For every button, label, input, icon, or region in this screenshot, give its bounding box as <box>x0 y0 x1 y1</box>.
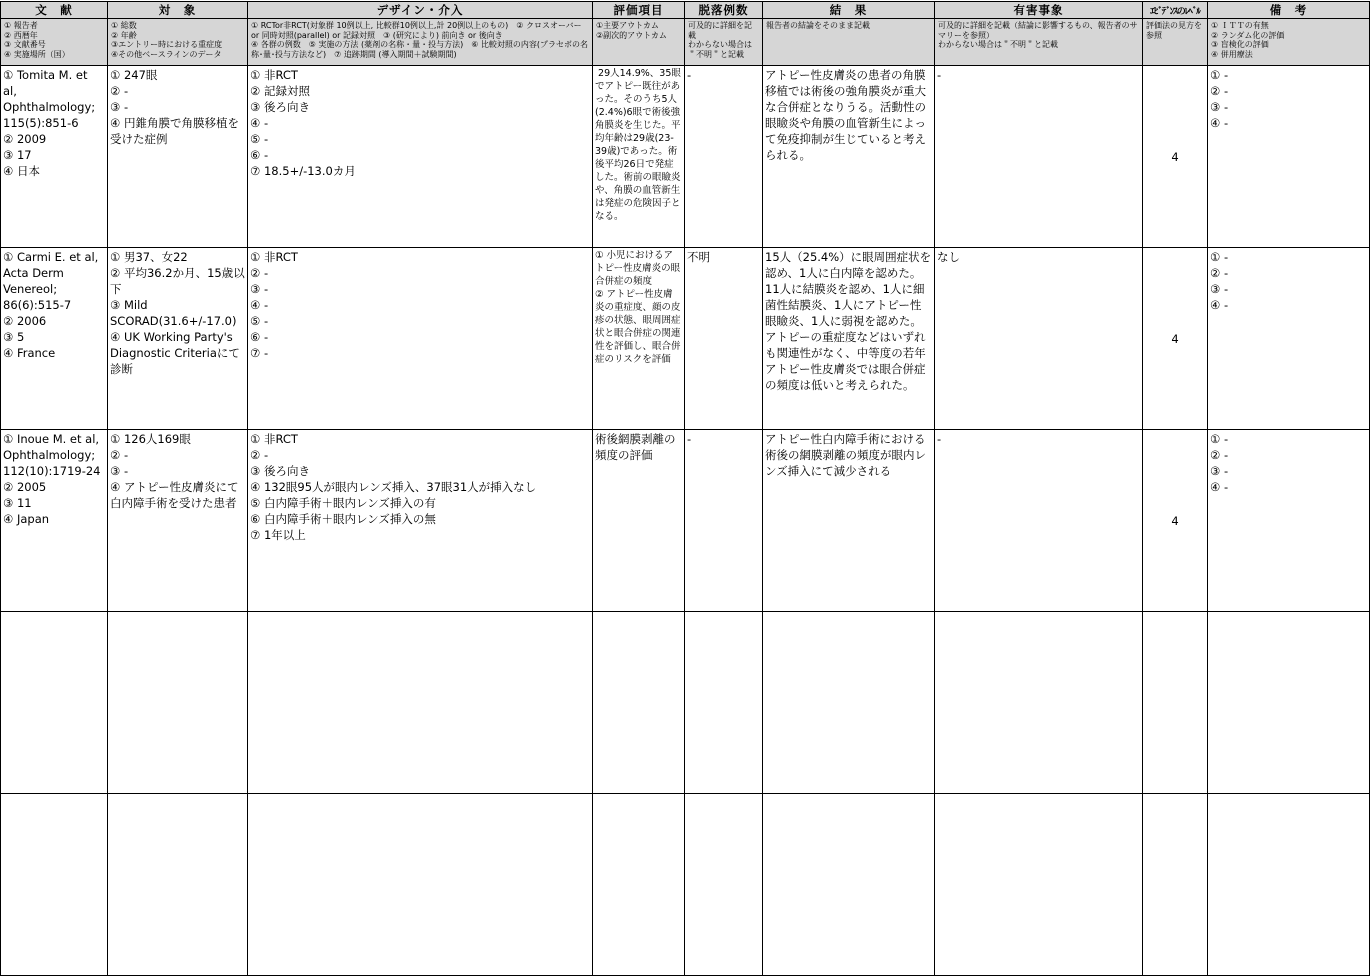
empty-cell <box>248 794 593 976</box>
cell-remarks: ① - ② - ③ - ④ - <box>1208 248 1370 430</box>
cell-evidence-level: 4 <box>1143 66 1208 248</box>
cell-evidence-level: 4 <box>1143 248 1208 430</box>
empty-cell <box>1143 794 1208 976</box>
empty-row <box>1 612 1370 794</box>
cell-dropout: - <box>685 430 763 612</box>
header-design: デザイン・介入 <box>248 2 593 19</box>
subheader-evidence-level: 評価法の見方を参照 <box>1143 19 1208 66</box>
subheader-dropout: 可及的に詳細を記載 わからない場合は＂不明＂と記載 <box>685 19 763 66</box>
cell-result: アトピー性白内障手術における術後の網膜剥離の頻度が眼内レンズ挿入にて減少される <box>763 430 935 612</box>
header-adverse: 有害事象 <box>935 2 1143 19</box>
header-row <box>1 2 1370 19</box>
header-outcome: 評価項目 <box>593 2 685 19</box>
cell-design: ① 非RCT ② 記録対照 ③ 後ろ向き ④ - ⑤ - ⑥ - ⑦ 18.5+/-13.0カ月 <box>248 66 593 248</box>
header-remarks: 備 考 <box>1208 2 1370 19</box>
empty-cell <box>108 794 248 976</box>
empty-cell <box>935 794 1143 976</box>
cell-adverse: なし <box>935 248 1143 430</box>
subheader-reference: ① 報告者 ② 西暦年 ③ 文献番号 ④ 実施場所（国） <box>1 19 108 66</box>
header-reference: 文 献 <box>1 2 108 19</box>
subheader-remarks: ① ＩＴＴの有無 ② ランダム化の評価 ③ 盲検化の評価 ④ 併用療法 <box>1208 19 1370 66</box>
empty-cell <box>935 612 1143 794</box>
cell-outcome: 術後網膜剥離の頻度の評価 <box>593 430 685 612</box>
evidence-table <box>0 1 1370 976</box>
table-row <box>1 430 1370 612</box>
cell-outcome: ① 小児におけるアトピー性皮膚炎の眼合併症の頻度 ② アトピー性皮膚炎の重症度、顔の皮疹の状態、眼周囲症状と眼合併症の関連性を評価し、眼合併症のリスクを評価 <box>593 248 685 430</box>
subheader-adverse: 可及的に詳細を記載（結論に影響するもの、報告者のサマリーを参照） わからない場合は＂不明＂と記載 <box>935 19 1143 66</box>
empty-cell <box>248 612 593 794</box>
cell-result: アトピー性皮膚炎の患者の角膜移植では術後の強角膜炎が重大な合併症となりうる。活動性の眼瞼炎や角膜の血管新生によって免疫抑制が生じていると考えられる。 <box>763 66 935 248</box>
header-evidence-level: ｴﾋﾞﾃﾞﾝｽのﾚﾍﾞﾙ <box>1143 2 1208 19</box>
empty-cell <box>1143 612 1208 794</box>
empty-cell <box>1 794 108 976</box>
cell-dropout: 不明 <box>685 248 763 430</box>
empty-cell <box>763 612 935 794</box>
empty-cell <box>108 612 248 794</box>
header-dropout: 脱落例数 <box>685 2 763 19</box>
cell-subject: ① 男37、女22 ② 平均36.2か月、15歳以下 ③ Mild SCORAD(31.6+/-17.0) ④ UK Working Party's Diagnostic Criteriaにて診断 <box>108 248 248 430</box>
header-subject: 対 象 <box>108 2 248 19</box>
cell-design: ① 非RCT ② - ③ 後ろ向き ④ 132眼95人が眼内レンズ挿入、37眼31人が挿入なし ⑤ 白内障手術＋眼内レンズ挿入の有 ⑥ 白内障手術＋眼内レンズ挿入の無 ⑦ 1年以上 <box>248 430 593 612</box>
cell-remarks: ① - ② - ③ - ④ - <box>1208 430 1370 612</box>
header-result: 結 果 <box>763 2 935 19</box>
empty-cell <box>1208 612 1370 794</box>
empty-cell <box>593 612 685 794</box>
empty-cell <box>593 794 685 976</box>
cell-subject: ① 247眼 ② - ③ - ④ 円錐角膜で角膜移植を受けた症例 <box>108 66 248 248</box>
cell-reference: ① Tomita M. et al, Ophthalmology; 115(5):851-6 ② 2009 ③ 17 ④ 日本 <box>1 66 108 248</box>
cell-evidence-level: 4 <box>1143 430 1208 612</box>
empty-cell <box>685 794 763 976</box>
subheader-result: 報告者の結論をそのまま記載 <box>763 19 935 66</box>
cell-design: ① 非RCT ② - ③ - ④ - ⑤ - ⑥ - ⑦ - <box>248 248 593 430</box>
cell-adverse: - <box>935 66 1143 248</box>
subheader-outcome: ①主要アウトカム ②副次的アウトカム <box>593 19 685 66</box>
cell-outcome: 29人14.9%、35眼でアトピー既往があった。そのうち5人(2.4%)6眼で術後強角膜炎を生じた。平均年齢は29歳(23-39歳)であった。術後平均26日で発症した。術前の眼瞼炎や、角膜の血管新生は発症の危険因子となる。 <box>593 66 685 248</box>
table-row <box>1 248 1370 430</box>
table-row <box>1 66 1370 248</box>
subheader-design: ① RCTor非RCT(対象群 10例以上, 比較群10例以上,計 20例以上のもの) ② クロスオーバー or 同時対照(parallel) or 記録対照 ③ (研究により) 前向き or 後向き ④ 各群の例数 ⑤ 実施の方法 (薬剤の名称・量・投与方法) ⑥ 比較対照の内容(プラセボの名称･量･投与方法など) ⑦ 追跡期間 (導入期間＋試験期間) <box>248 19 593 66</box>
cell-remarks: ① - ② - ③ - ④ - <box>1208 66 1370 248</box>
empty-cell <box>685 612 763 794</box>
cell-result: 15人（25.4%）に眼周囲症状を認め、1人に白内障を認めた。11人に結膜炎を認め、1人に細菌性結膜炎、1人にアトピー性眼瞼炎、1人に弱視を認めた。アトピーの重症度などはいずれも関連性がなく、中等度の若年アトピー性皮膚炎では眼合併症の頻度は低いと考えられた。 <box>763 248 935 430</box>
empty-cell <box>1 612 108 794</box>
cell-adverse: - <box>935 430 1143 612</box>
subheader-subject: ① 総数 ② 年齢 ③エントリー時における重症度 ④その他ベースラインのデータ <box>108 19 248 66</box>
empty-cell <box>1208 794 1370 976</box>
subheader-row <box>1 19 1370 66</box>
cell-reference: ① Inoue M. et al, Ophthalmology; 112(10):1719-24 ② 2005 ③ 11 ④ Japan <box>1 430 108 612</box>
empty-cell <box>763 794 935 976</box>
cell-dropout: - <box>685 66 763 248</box>
cell-reference: ① Carmi E. et al, Acta Derm Venereol; 86(6):515-7 ② 2006 ③ 5 ④ France <box>1 248 108 430</box>
cell-subject: ① 126人169眼 ② - ③ - ④ アトピー性皮膚炎にて白内障手術を受けた患者 <box>108 430 248 612</box>
empty-row <box>1 794 1370 976</box>
